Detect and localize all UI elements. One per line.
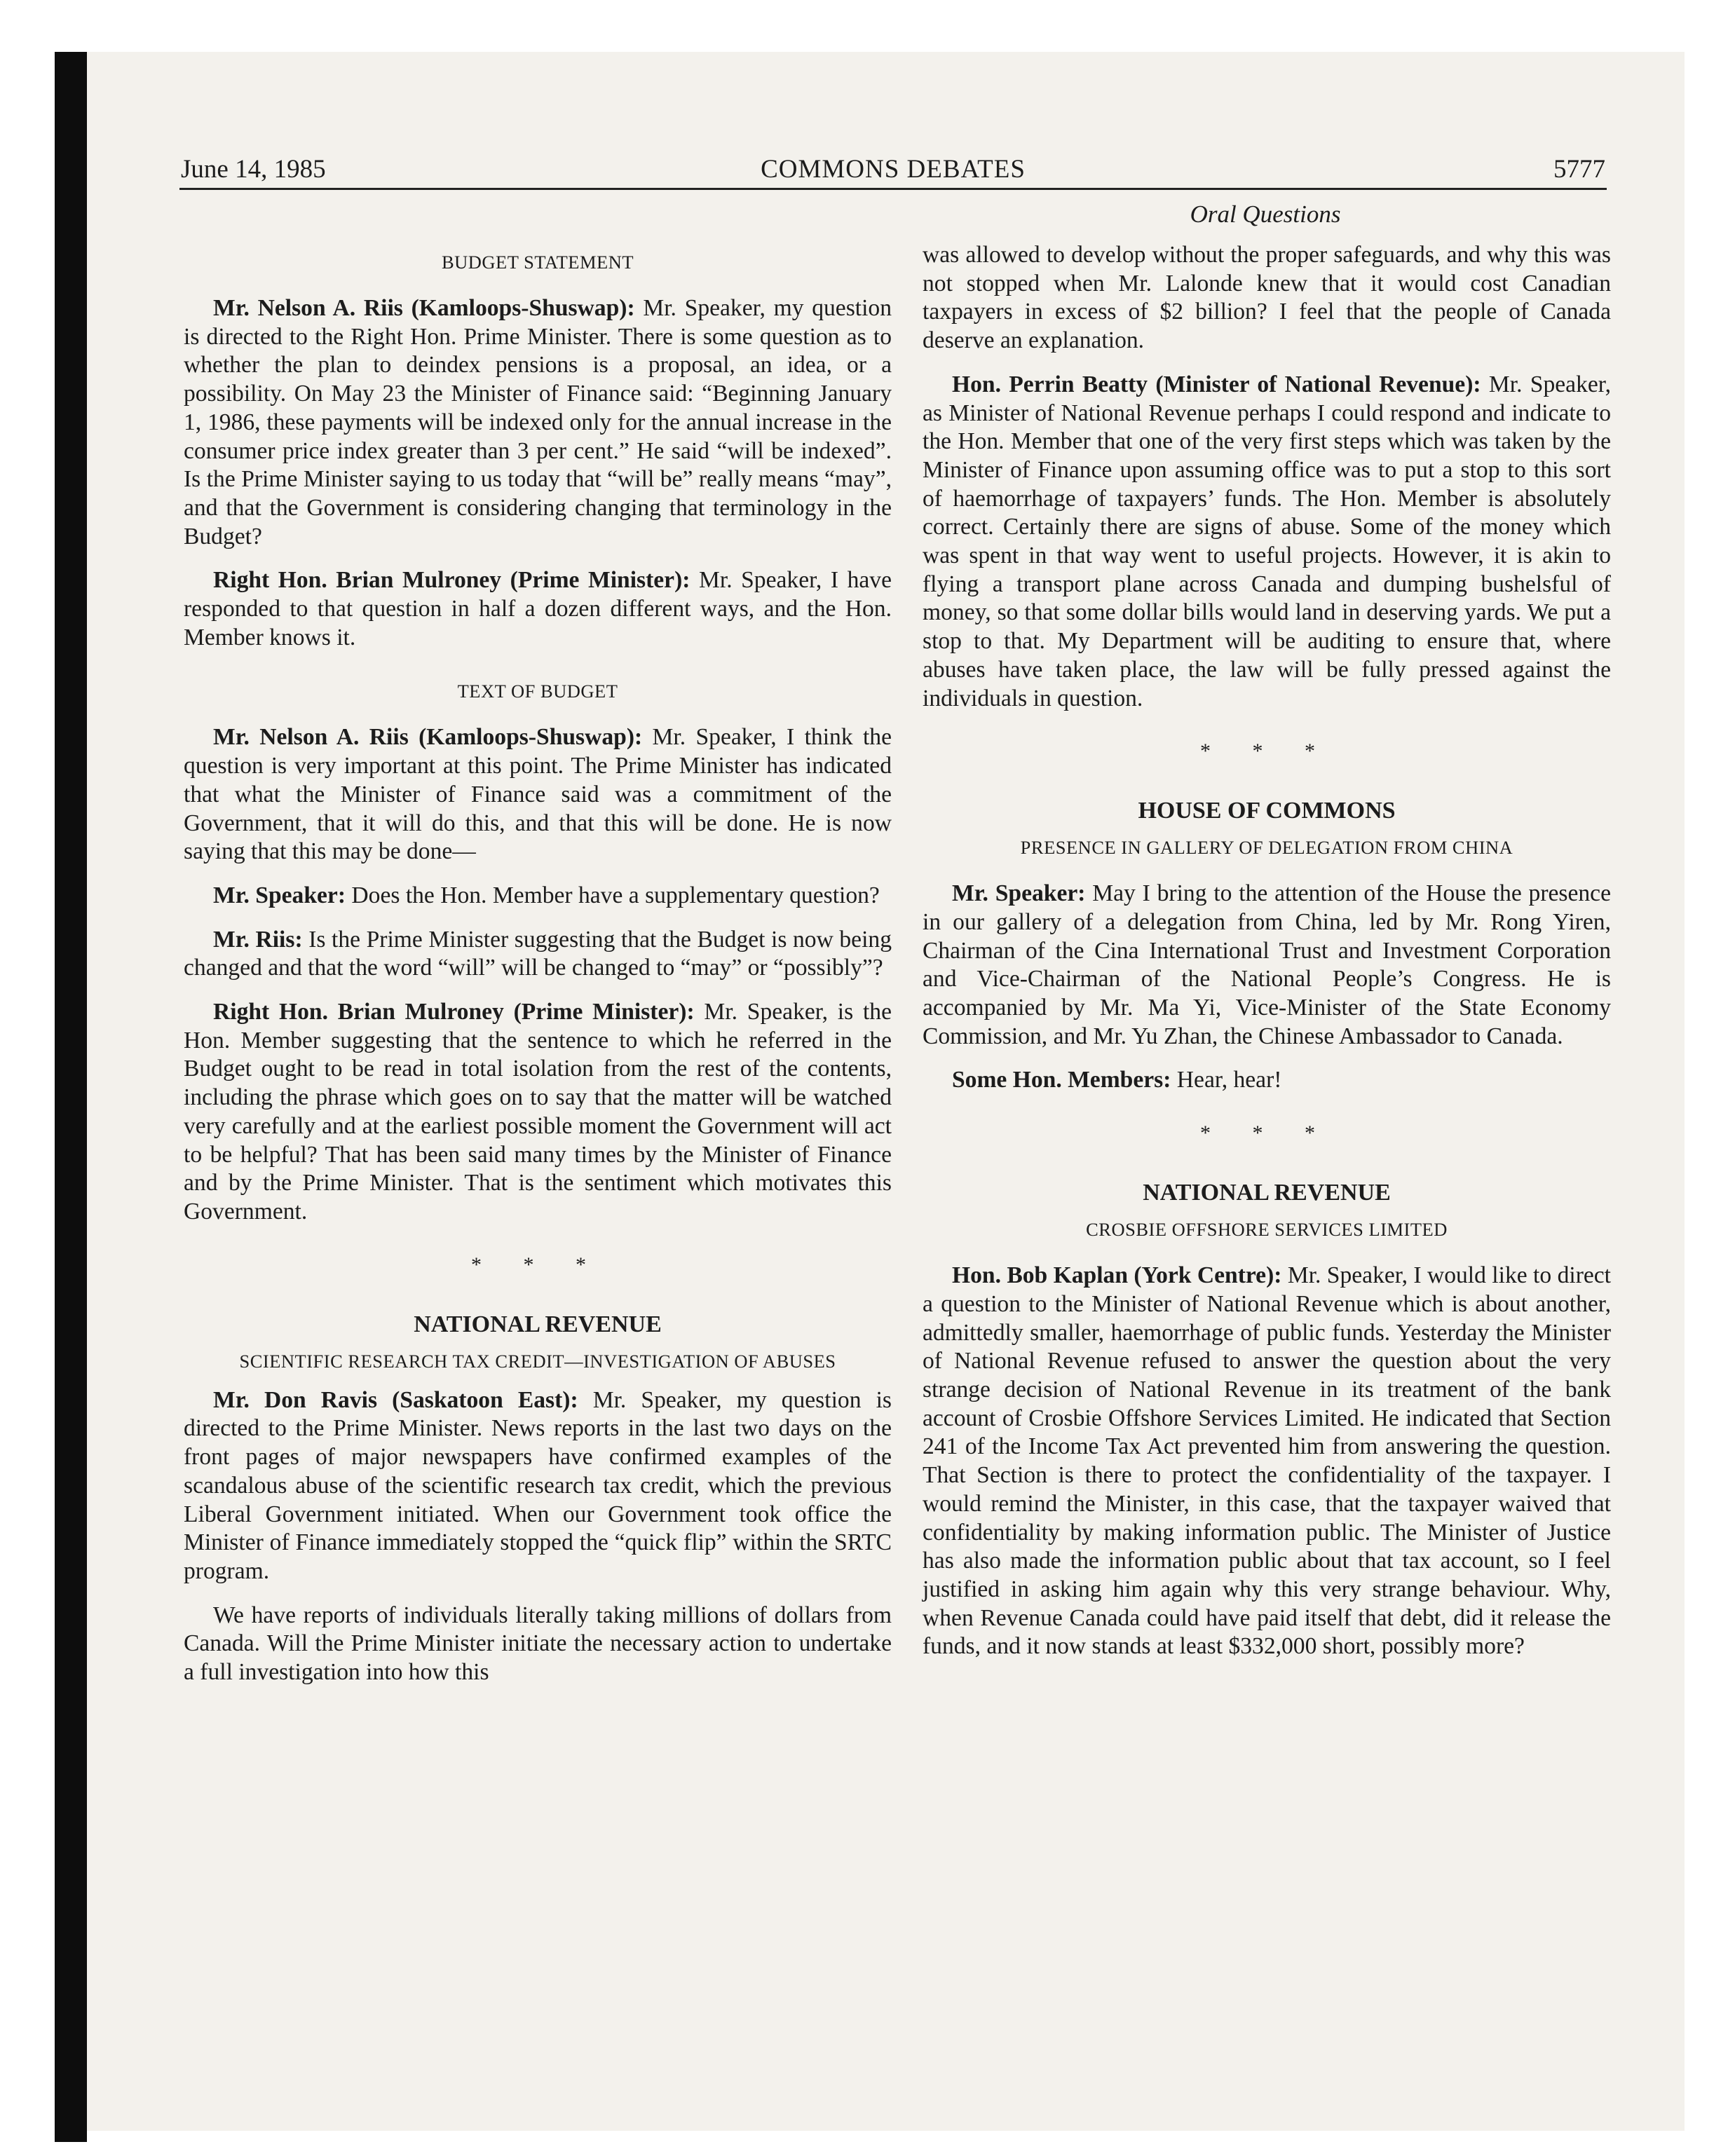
scan-margin-left xyxy=(0,0,55,2156)
paragraph-text: Mr. Speaker, my question is directed to the Right Hon. Prime Minister. There is some question as to whether the plan to deindex pensions is a proposal, an idea, or a possibility. On May 23 the Minister of Finance said: “Beginning January 1, 1986, these payments will be indexed only for the annual increase in the consumer price index greater than 3 per cent.” He said “will be indexed”. Is the Prime Minister saying to us today that “will be” really means “may”, and that the Government is considering changing that terminology in the Budget? xyxy=(184,295,892,550)
page-header xyxy=(181,150,1605,191)
column-heading: Oral Questions xyxy=(1190,200,1341,228)
paragraph xyxy=(184,1602,892,1687)
subheading: CROSBIE OFFSHORE SERVICES LIMITED xyxy=(1086,1219,1448,1241)
paragraph xyxy=(923,1262,1611,1661)
subheading: PRESENCE IN GALLERY OF DELEGATION FROM CHINA xyxy=(1020,837,1513,859)
section-separator: * * * xyxy=(1200,739,1333,763)
paragraph-text: Hear, hear! xyxy=(1171,1067,1282,1093)
right-column xyxy=(923,238,1611,1677)
speaker-name: Mr. Speaker: xyxy=(213,882,346,908)
paragraph xyxy=(184,882,892,910)
paragraph-text: Is the Prime Minister suggesting that the Budget is now being changed and that the word “will” will be changed to “may” or “possibly”? xyxy=(184,926,892,981)
speaker-name: Mr. Speaker: xyxy=(952,880,1086,907)
scan-margin-bottom xyxy=(0,2131,1735,2156)
speaker-name: Mr. Nelson A. Riis (Kamloops-Shuswap): xyxy=(213,295,635,321)
paragraph-text: Mr. Speaker, as Minister of National Revenue perhaps I could respond and indicate to the Hon. Member that one of the very first steps which was taken by the Minister of Finance upon assuming office was to put a stop to this sort of haemorrhage of taxpayers’ funds. The Hon. Member is absolutely correct. Certainly there are signs of abuse. Some of the money which was spent in that way went to useful projects. However, it is akin to flying a transport plane across Canada and dumping bushelsful of money, so that some dollar bills would land in deserving yards. We put a stop to that. My Department will be auditing to ensure that, where abuses have taken place, the law will be fully pressed against the individuals in question. xyxy=(923,371,1611,711)
paragraph xyxy=(923,880,1611,1051)
paragraph xyxy=(923,371,1611,713)
section-heading: HOUSE OF COMMONS xyxy=(1138,798,1396,824)
section-separator: * * * xyxy=(471,1253,604,1276)
section-heading: NATIONAL REVENUE xyxy=(414,1311,662,1337)
speaker-name: Mr. Nelson A. Riis (Kamloops-Shuswap): xyxy=(213,724,643,751)
paragraph-text: Mr. Speaker, is the Hon. Member suggesting that the sentence to which he referred in the Budget ought to be read in total isolation from the rest of the contents, including the phrase which goes on to say that the matter will be watched very carefully and at the earliest possible moment the Government will act to be helpful? That has been said many times by the Minister of Finance and by the Prime Minister. That is the sentiment which motivates this Government. xyxy=(184,999,892,1224)
paragraph xyxy=(184,566,892,652)
paragraph-text: Does the Hon. Member have a supplementary question? xyxy=(346,882,880,908)
paragraph-text: We have reports of individuals literally taking millions of dollars from Canada. Will the Prime Minister initiate the necessary action to undertake a full investigation into how this xyxy=(184,1602,892,1686)
speaker-name: Mr. Don Ravis (Saskatoon East): xyxy=(213,1386,578,1413)
paragraph-text: Mr. Speaker, my question is directed to the Prime Minister. News reports in the last two days on the front pages of major newspapers have confirmed examples of the scandalous abuse of the scientific research tax credit, which the previous Liberal Government initiated. When our Government took office the Minister of Finance immediately stopped the “quick flip” within the SRTC program. xyxy=(184,1386,892,1584)
header-date: June 14, 1985 xyxy=(181,155,326,184)
paragraph-text: Mr. Speaker, I would like to direct a question to the Minister of National Revenue which is about another, admittedly smaller, haemorrhage of public funds. Yesterday the Minister of National Revenue refused to answer the question about the very strange decision of National Revenue in its treatment of the bank account of Crosbie Offshore Services Limited. He indicated that Section 241 of the Income Tax Act prevented him from answering the question. That Section is there to protect the confidentiality of the taxpayer. I would remind the Minister, in this case, that the taxpayer waived that confidentiality by making information public. The Minister of Justice has also made the information public about that tax account, so I feel justified in asking him again why this very strange behaviour. Why, when Revenue Canada could have paid itself that debt, did it release the funds, and it now stands at least $332,000 short, possibly more? xyxy=(923,1262,1612,1660)
page-number: 5777 xyxy=(1553,155,1605,184)
speaker-name: Right Hon. Brian Mulroney (Prime Minister): xyxy=(213,999,695,1025)
paragraph-text: Mr. Speaker, I think the question is very important at this point. The Prime Minister has indicated that what the Minister of Finance said was a commitment of the Government, that it will do this, and that this will be done. He is now saying that this may be done— xyxy=(184,724,892,865)
paragraph xyxy=(923,1066,1611,1095)
left-column xyxy=(184,243,892,1703)
paragraph-text: was allowed to develop without the proper safeguards, and why this was not stopped when Mr. Lalonde knew that it would cost Canadian taxpayers in excess of $2 billion? I feel that the people of Canada deserve an explanation. xyxy=(923,242,1611,354)
speaker-name: Some Hon. Members: xyxy=(952,1067,1171,1093)
binding-shadow xyxy=(55,52,87,2142)
paragraph-text: Mr. Speaker, I have responded to that question in half a dozen different ways, and the Hon. Member knows it. xyxy=(184,567,892,650)
header-rule xyxy=(179,188,1607,190)
paragraph-text: May I bring to the attention of the House the presence in our gallery of a delegation from China, led by Mr. Rong Yiren, Chairman of the Cina International Trust and Investment Corporation and Vice-Chairman of the National People’s Congress. He is accompanied by Mr. Ma Yi, Vice-Minister of the State Economy Commission, and Mr. Yu Zhan, the Chinese Ambassador to Canada. xyxy=(923,880,1611,1049)
speaker-name: Hon. Perrin Beatty (Minister of National Revenue): xyxy=(952,371,1481,397)
paragraph xyxy=(184,723,892,866)
subheading: BUDGET STATEMENT xyxy=(441,252,634,273)
paragraph xyxy=(184,926,892,983)
scan-margin-top xyxy=(0,0,1735,52)
speaker-name: Hon. Bob Kaplan (York Centre): xyxy=(952,1262,1282,1289)
speaker-name: Mr. Riis: xyxy=(213,926,303,953)
paragraph xyxy=(184,294,892,551)
paragraph xyxy=(184,1386,892,1586)
subheading: SCIENTIFIC RESEARCH TAX CREDIT—INVESTIGATION OF ABUSES xyxy=(239,1350,836,1372)
section-heading: NATIONAL REVENUE xyxy=(1143,1180,1391,1206)
speaker-name: Right Hon. Brian Mulroney (Prime Minister): xyxy=(213,567,690,594)
paragraph xyxy=(923,241,1611,355)
subheading: TEXT OF BUDGET xyxy=(457,681,618,702)
header-title: COMMONS DEBATES xyxy=(761,155,1026,184)
scan-margin-right xyxy=(1685,0,1735,2156)
section-separator: * * * xyxy=(1200,1121,1333,1145)
paragraph xyxy=(184,998,892,1227)
